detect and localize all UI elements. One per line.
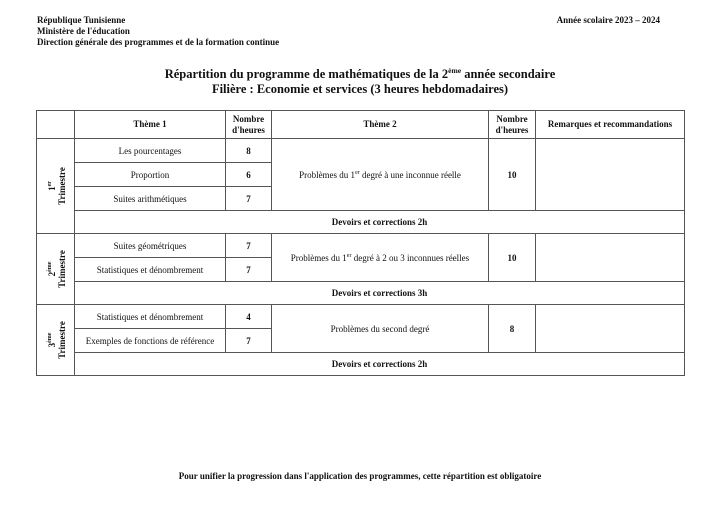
devoirs-row: [37, 282, 685, 305]
hours2-cell: 10: [489, 139, 536, 211]
table-row: [37, 234, 685, 258]
remarks-cell: [536, 234, 685, 282]
hours-cell: 7: [226, 258, 272, 282]
devoirs-cell: Devoirs et corrections 3h: [75, 282, 685, 305]
header-theme2: Thème 2: [272, 111, 489, 139]
trimestre-1-label: 1er Trimestre: [37, 139, 75, 234]
school-year: Année scolaire 2023 – 2024: [556, 15, 660, 25]
devoirs-row: [37, 353, 685, 376]
hours-cell: 4: [226, 305, 272, 329]
program-table: [36, 110, 685, 376]
title-line-2: Filière : Economie et services (3 heures hebdomadaires): [211, 82, 509, 97]
hours-cell: 7: [226, 329, 272, 353]
header-hours2: Nombre d'heures: [489, 111, 536, 139]
devoirs-cell: Devoirs et corrections 2h: [75, 353, 685, 376]
remarks-cell: [536, 305, 685, 353]
table-row: [37, 139, 685, 163]
hours-cell: 7: [226, 187, 272, 211]
theme-cell: Les pourcentages: [75, 139, 226, 163]
theme2-cell: Problèmes du 1er degré à 2 ou 3 inconnues réelles: [272, 234, 489, 282]
footer-note: Pour unifier la progression dans l'application des programmes, cette répartition est obligatoire: [178, 471, 542, 481]
devoirs-row: [37, 211, 685, 234]
hours-cell: 7: [226, 234, 272, 258]
trimestre-3-label: 3ème Trimestre: [37, 305, 75, 376]
header-theme1: Thème 1: [75, 111, 226, 139]
hours2-cell: 10: [489, 234, 536, 282]
devoirs-cell: Devoirs et corrections 2h: [75, 211, 685, 234]
theme-cell: Proportion: [75, 163, 226, 187]
hours-cell: 6: [226, 163, 272, 187]
table-header-row: [37, 111, 685, 139]
header-institution: [37, 15, 279, 48]
theme-cell: Suites géométriques: [75, 234, 226, 258]
header-hours: Nombre d'heures: [226, 111, 272, 139]
theme-cell: Statistiques et dénombrement: [75, 305, 226, 329]
header-line-3: Direction générale des programmes et de la formation continue: [37, 37, 280, 47]
theme-cell: Suites arithmétiques: [75, 187, 226, 211]
theme-cell: Statistiques et dénombrement: [75, 258, 226, 282]
hours-cell: 8: [226, 139, 272, 163]
table-row: [37, 305, 685, 329]
trimestre-2-label: 2ème Trimestre: [37, 234, 75, 305]
theme2-cell: Problèmes du 1er degré à une inconnue réelle: [272, 139, 489, 211]
hours2-cell: 8: [489, 305, 536, 353]
header-empty: [37, 111, 75, 139]
theme2-cell: Problèmes du second degré: [272, 305, 489, 353]
header-line-1: République Tunisienne: [37, 15, 126, 25]
header-line-2: Ministère de l'éducation: [37, 26, 130, 36]
document-title: Répartition du programme de mathématiques de la 2ème année secondaire Filière : Economie et services (3 heures hebdomadaires): [0, 63, 720, 97]
theme-cell: Exemples de fonctions de référence: [75, 329, 226, 353]
remarks-cell: [536, 139, 685, 211]
header-remarks: Remarques et recommandations: [536, 111, 685, 139]
